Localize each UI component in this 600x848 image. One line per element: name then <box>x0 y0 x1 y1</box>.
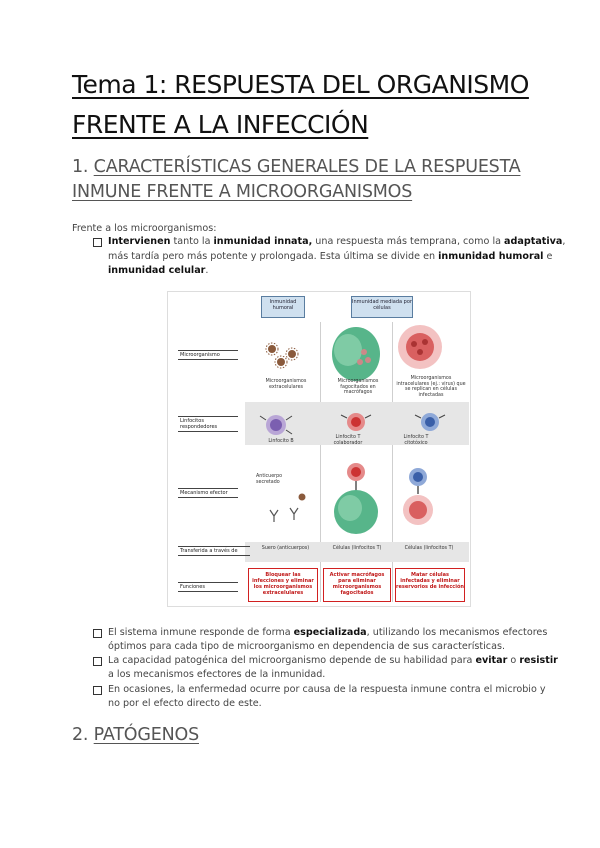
section2-heading <box>72 725 199 745</box>
cytotoxic-t-cell-icon <box>415 413 445 431</box>
caption-transfer-serum: Suero (anticuerpos) <box>261 546 310 551</box>
text: más tardía pero más potente y prolongada. Esta última se divide en <box>108 251 439 262</box>
text: , utilizando los mecanismos efectores <box>366 627 548 638</box>
extracellular-microbes-icon <box>266 343 298 368</box>
caption-intracellular: Microorganismos intracelulares (ej.: virus) que se replican en células infectadas <box>396 376 466 398</box>
bullet1-line2 <box>108 251 552 262</box>
col-header-humoral: Inmunidad humoral <box>261 296 305 318</box>
macrophage-icon <box>332 327 380 381</box>
bold-adaptativa: adaptativa <box>504 236 563 247</box>
text: e <box>543 251 553 262</box>
bullet4-line1: En ocasiones, la enfermedad ocurre por causa de la respuesta inmune contra el microbio y <box>108 684 546 695</box>
page-title-line1: Tema 1: RESPUESTA DEL ORGANISMO <box>72 70 529 99</box>
section1-heading-line1 <box>72 157 521 177</box>
checkbox-3[interactable] <box>93 657 102 666</box>
bullet2-line2: óptimos para cada tipo de microorganismo en dependencia de sus características. <box>108 641 506 652</box>
text: . <box>205 265 209 276</box>
row-label-transfer: Transferida a través de <box>178 546 250 556</box>
checkbox-2[interactable] <box>93 629 102 638</box>
function-box-helper: Activar macrófagos para eliminar microorganismos fagocitados <box>323 568 391 602</box>
section1-title-part2: INMUNE FRENTE A MICROORGANISMOS <box>72 182 413 202</box>
caption-phagocytosed: Microorganismos fagocitados en macrófagos <box>337 379 379 395</box>
text: La capacidad patogénica del microorganismo depende de su habilidad para <box>108 655 476 666</box>
page-title-line2: FRENTE A LA INFECCIÓN <box>72 110 369 139</box>
bold-innata: inmunidad innata, <box>213 236 313 247</box>
col-header-cellular: Inmunidad mediada por células <box>351 296 413 318</box>
b-cell-icon <box>260 415 292 435</box>
bullet1-line1 <box>108 236 565 247</box>
row-label-effector: Mecanismo efector <box>178 488 238 498</box>
bold-evitar: evitar <box>475 655 508 666</box>
caption-transfer-cells-2: Células (linfocitos T) <box>404 546 454 551</box>
text: , <box>562 236 566 247</box>
row-label-microorganism: Microorganismo <box>178 350 238 360</box>
checkbox-4[interactable] <box>93 686 102 695</box>
section1-heading-line2 <box>72 182 412 202</box>
intro-text: Frente a los microorganismos: <box>72 223 217 234</box>
caption-cytotoxic-t: Linfocito T citotóxico <box>403 435 429 446</box>
section1-title-part1: CARACTERÍSTICAS GENERALES DE LA RESPUESTA <box>93 157 521 177</box>
text: o <box>507 655 520 666</box>
caption-antibody: Anticuerpo secretado <box>256 474 283 485</box>
bold-especializada: especializada <box>293 627 367 638</box>
bold-resistir: resistir <box>519 655 558 666</box>
figure-illustrations <box>168 292 470 606</box>
caption-transfer-cells-1: Células (linfocitos T) <box>332 546 382 551</box>
immunity-figure <box>167 291 471 607</box>
bullet3-line1 <box>108 655 558 666</box>
row-label-lymphocytes: Linfocitos respondedores <box>178 416 238 432</box>
caption-extracellular: Microorganismos extracelulares <box>265 379 307 390</box>
row-label-functions: Funciones <box>178 582 238 592</box>
infected-cell-icon <box>398 325 442 369</box>
bold-intervienen: Intervienen <box>108 236 171 247</box>
caption-helper-t: Linfocito T colaborador <box>333 435 363 446</box>
helper-t-cell-icon <box>341 413 371 431</box>
checkbox-1[interactable] <box>93 238 102 247</box>
bullet2-line1 <box>108 627 547 638</box>
bold-humoral: inmunidad humoral <box>438 251 544 262</box>
section2-number: 2. <box>72 725 89 745</box>
text: tanto la <box>170 236 214 247</box>
section2-title: PATÓGENOS <box>93 725 199 745</box>
bullet4-line2: no por el efecto directo de este. <box>108 698 262 709</box>
text: El sistema inmune responde de forma <box>108 627 294 638</box>
function-box-cytotoxic: Matar células infectadas y eliminar reservorios de infección <box>395 568 465 602</box>
text: una respuesta más temprana, como la <box>312 236 505 247</box>
bullet1-line3 <box>108 265 208 276</box>
bold-celular: inmunidad celular <box>108 265 206 276</box>
antibody-icon <box>270 494 306 523</box>
section1-number: 1. <box>72 157 89 177</box>
caption-b-cell: Linfocito B <box>268 439 294 444</box>
bullet3-line2: a los mecanismos efectores de la inmunidad. <box>108 669 326 680</box>
macrophage-activation-icon <box>334 463 378 534</box>
cytotoxic-killing-icon <box>403 468 433 525</box>
function-box-humoral: Bloquear las infecciones y eliminar los microorganismos extracelulares <box>248 568 318 602</box>
